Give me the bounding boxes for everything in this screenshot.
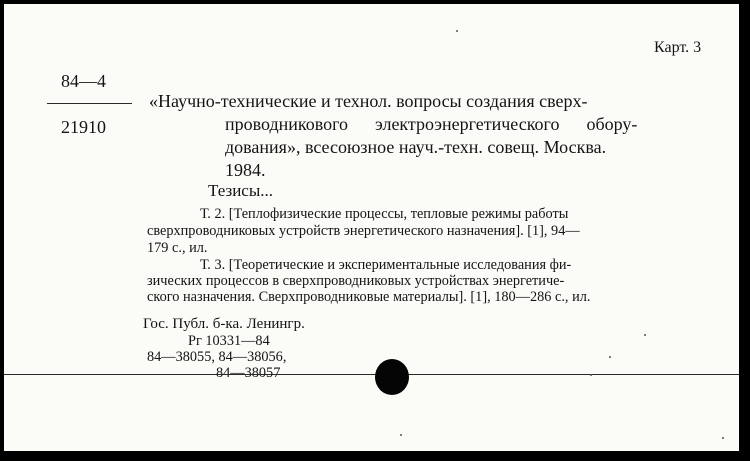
subtitle: Тезисы... <box>208 181 274 200</box>
library-name: Гос. Публ. б-ка. Ленингр. <box>143 316 305 332</box>
copies-line-2: 84—38057 <box>216 365 281 381</box>
registry-number: Рг 10331—84 <box>188 333 270 349</box>
volume-3-line-2: зических процессов в сверхпроводниковых устройствах энергетиче- <box>147 273 565 289</box>
shelfmark-top: 84—4 <box>61 71 106 91</box>
volume-2-line-1: Т. 2. [Теплофизические процессы, тепловые режимы работы <box>200 206 569 222</box>
title-line-3: дования», всесоюзное науч.-техн. совещ. Москва. <box>225 137 607 157</box>
shelfmark-divider <box>47 103 132 104</box>
volume-3-line-1: Т. 3. [Теоретические и экспериментальные исследования фи- <box>200 257 572 273</box>
volume-2-line-3: 179 с., ил. <box>147 240 208 256</box>
shelfmark-bottom: 21910 <box>61 117 106 137</box>
catalog-card <box>4 4 739 451</box>
copies-line-1: 84—38055, 84—38056, <box>147 349 287 365</box>
title-line-4: 1984. <box>225 160 266 180</box>
ink-blot <box>375 359 409 395</box>
title-line-2: проводникового электроэнергетического обору- <box>225 114 638 134</box>
volume-3-line-3: ского назначения. Сверхпроводниковые материалы]. [1], 180—286 с., ил. <box>147 289 591 305</box>
card-label: Карт. 3 <box>654 39 702 56</box>
title-line-1: «Научно-технические и технол. вопросы создания сверх- <box>149 91 588 111</box>
bottom-rule <box>4 374 739 375</box>
volume-2-line-2: сверхпроводниковых устройств энергетического назначения]. [1], 94— <box>147 223 580 239</box>
